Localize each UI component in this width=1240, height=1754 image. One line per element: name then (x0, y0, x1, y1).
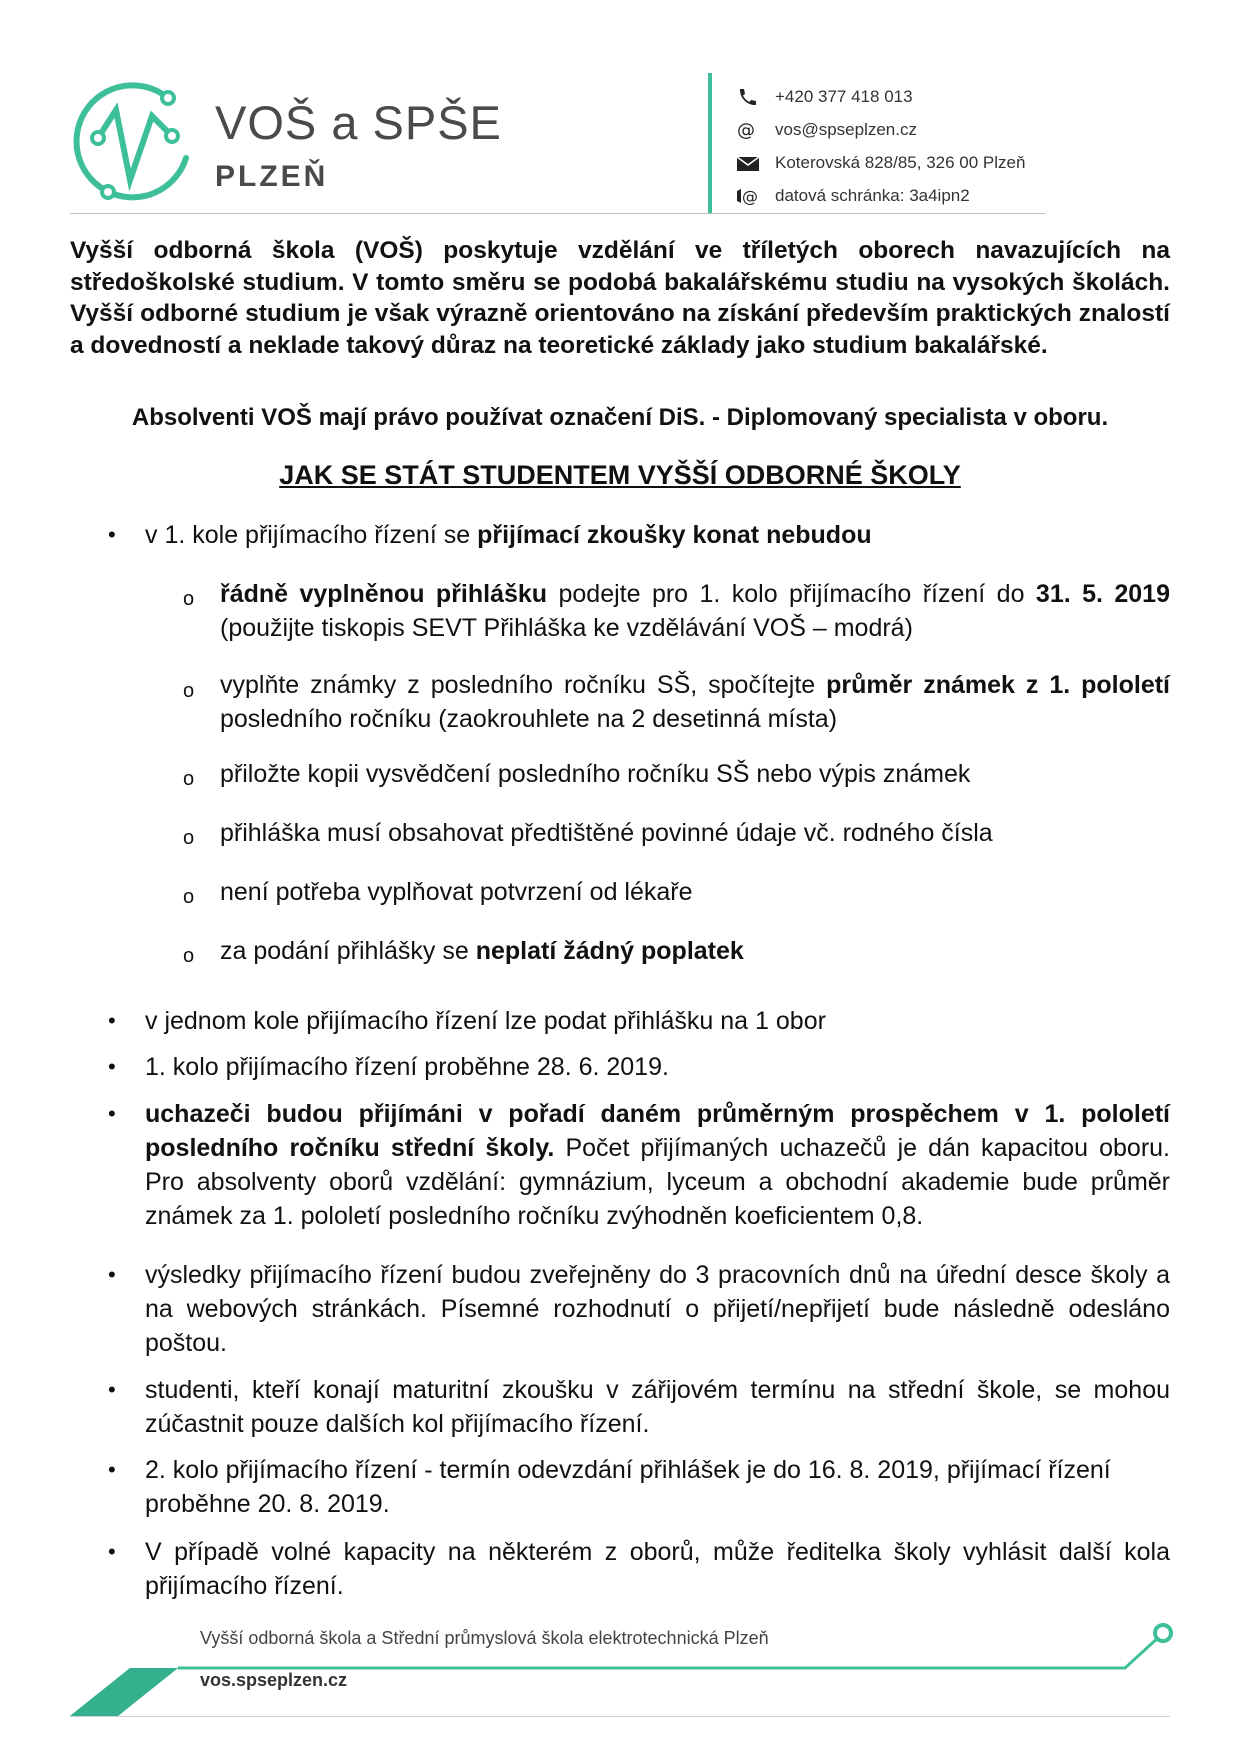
sub-bullet-icon: o (183, 588, 195, 610)
databox-icon (735, 185, 761, 207)
sub-item-fee: za podání přihlášky se neplatí žádný poplatek (220, 937, 744, 965)
envelope-icon (735, 152, 761, 174)
contact-phone-text: +420 377 418 013 (775, 86, 913, 106)
contact-block (735, 80, 1025, 212)
brand-title: VOŠ a SPŠE (215, 96, 502, 149)
list-item-september: studenti, kteří konají maturitní zkoušku v zářijovém termínu na střední škole, se mohou zúčastnit pouze dalších kol přijímacího řízení. (145, 1376, 1170, 1438)
sub-bullet-icon: o (183, 680, 195, 702)
svg-text:@: @ (742, 186, 758, 206)
list-item-more-rounds: V případě volné kapacity na některém z oborů, může ředitelka školy vyhlásit další kola přijímacího řízení. (145, 1538, 1170, 1600)
contact-address-text: Koterovská 828/85, 326 00 Plzeň (775, 152, 1026, 172)
header-divider (708, 73, 712, 214)
bullet-icon: • (108, 1457, 116, 1482)
list-item-round1: v 1. kole přijímacího řízení se přijímací zkoušky konat nebudou (145, 521, 872, 549)
contact-databox-text: datová schránka: 3a4ipn2 (775, 185, 970, 205)
sub-bullet-icon: o (183, 827, 195, 849)
contact-databox (735, 179, 1025, 212)
sub-bullet-icon: o (183, 945, 195, 967)
header-rule (70, 213, 1045, 214)
svg-text:@: @ (737, 119, 755, 141)
footer-school-name: Vyšší odborná škola a Střední průmyslová škola elektrotechnická Plzeň (200, 1628, 769, 1648)
dis-note: Absolventi VOŠ mají právo používat označení DiS. - Diplomovaný specialista v oboru. (131, 404, 1109, 431)
bullet-icon: • (108, 1101, 116, 1126)
at-icon (735, 119, 761, 141)
bullet-icon: • (108, 522, 116, 547)
contact-email (735, 113, 1025, 146)
bullet-icon: • (108, 1008, 116, 1033)
brand-city: PLZEŇ (215, 160, 329, 193)
footer-url[interactable]: vos.spseplzen.cz (200, 1670, 348, 1690)
sub-item-grades: vyplňte známky z posledního ročníku SŠ, spočítejte průměr známek z 1. pololetí posledního ročníku (zaokrouhlete na 2 desetinná místa) (220, 671, 1171, 733)
list-item-ranking: uchazeči budou přijímáni v pořadí daném průměrným prospěchem v 1. pololetí posledního ročníku střední školy. Počet přijímaných uchazečů je dán kapacitou oboru. Pro absolventy oborů vzdělání: gymnázium, lyceum a obchodní akademie bude průměr známek za 1. pololetí posledního ročníku zvýhodněn koeficientem 0,8. (145, 1100, 1170, 1230)
list-item-round2: 2. kolo přijímacího řízení - termín odevzdání přihlášek je do 16. 8. 2019, přijímací řízení proběhne 20. 8. 2019. (145, 1456, 1111, 1518)
phone-icon (735, 86, 761, 108)
sub-item-certificate: přiložte kopii vysvědčení posledního ročníku SŠ nebo výpis známek (220, 760, 971, 788)
list-item-results: výsledky přijímacího řízení budou zveřejněny do 3 pracovních dnů na úřední desce školy a na webových stránkách. Písemné rozhodnutí o přijetí/nepřijetí bude následně odesláno poštou. (145, 1261, 1170, 1357)
section-heading: JAK SE STÁT STUDENTEM VYŠŠÍ ODBORNÉ ŠKOLY (279, 460, 961, 490)
sub-bullet-icon: o (183, 768, 195, 790)
list-item-round1-date: 1. kolo přijímacího řízení proběhne 28. 6. 2019. (145, 1053, 669, 1081)
contact-address (735, 146, 1025, 179)
bullet-icon: • (108, 1377, 116, 1402)
footer-rule (70, 1716, 1170, 1717)
contact-email-text: vos@spseplzen.cz (775, 119, 917, 139)
bullet-icon: • (108, 1054, 116, 1079)
bullet-icon: • (108, 1539, 116, 1564)
sub-item-application: řádně vyplněnou přihlášku podejte pro 1. kolo přijímacího řízení do 31. 5. 2019 (použijte tiskopis SEVT Přihláška ke vzdělávání VOŠ – modrá) (220, 580, 1170, 642)
contact-phone (735, 80, 1025, 113)
school-logo (68, 80, 196, 208)
sub-bullet-icon: o (183, 886, 195, 908)
sub-item-medical: není potřeba vyplňovat potvrzení od lékaře (220, 878, 693, 906)
sub-item-personal-data: přihláška musí obsahovat předtištěné povinné údaje vč. rodného čísla (220, 819, 993, 847)
list-item-one-field: v jednom kole přijímacího řízení lze podat přihlášku na 1 obor (145, 1007, 826, 1035)
bullet-icon: • (108, 1262, 116, 1287)
intro-paragraph: Vyšší odborná škola (VOŠ) poskytuje vzdělání ve tříletých oborech navazujících na středoškolské studium. V tomto směru se podobá bakalářskému studiu na vysokých školách. Vyšší odborné studium je však výrazně orientováno na získání především praktických znalostí a dovedností a neklade takový důraz na teoretické základy jako studium bakalářské. (70, 237, 1170, 359)
